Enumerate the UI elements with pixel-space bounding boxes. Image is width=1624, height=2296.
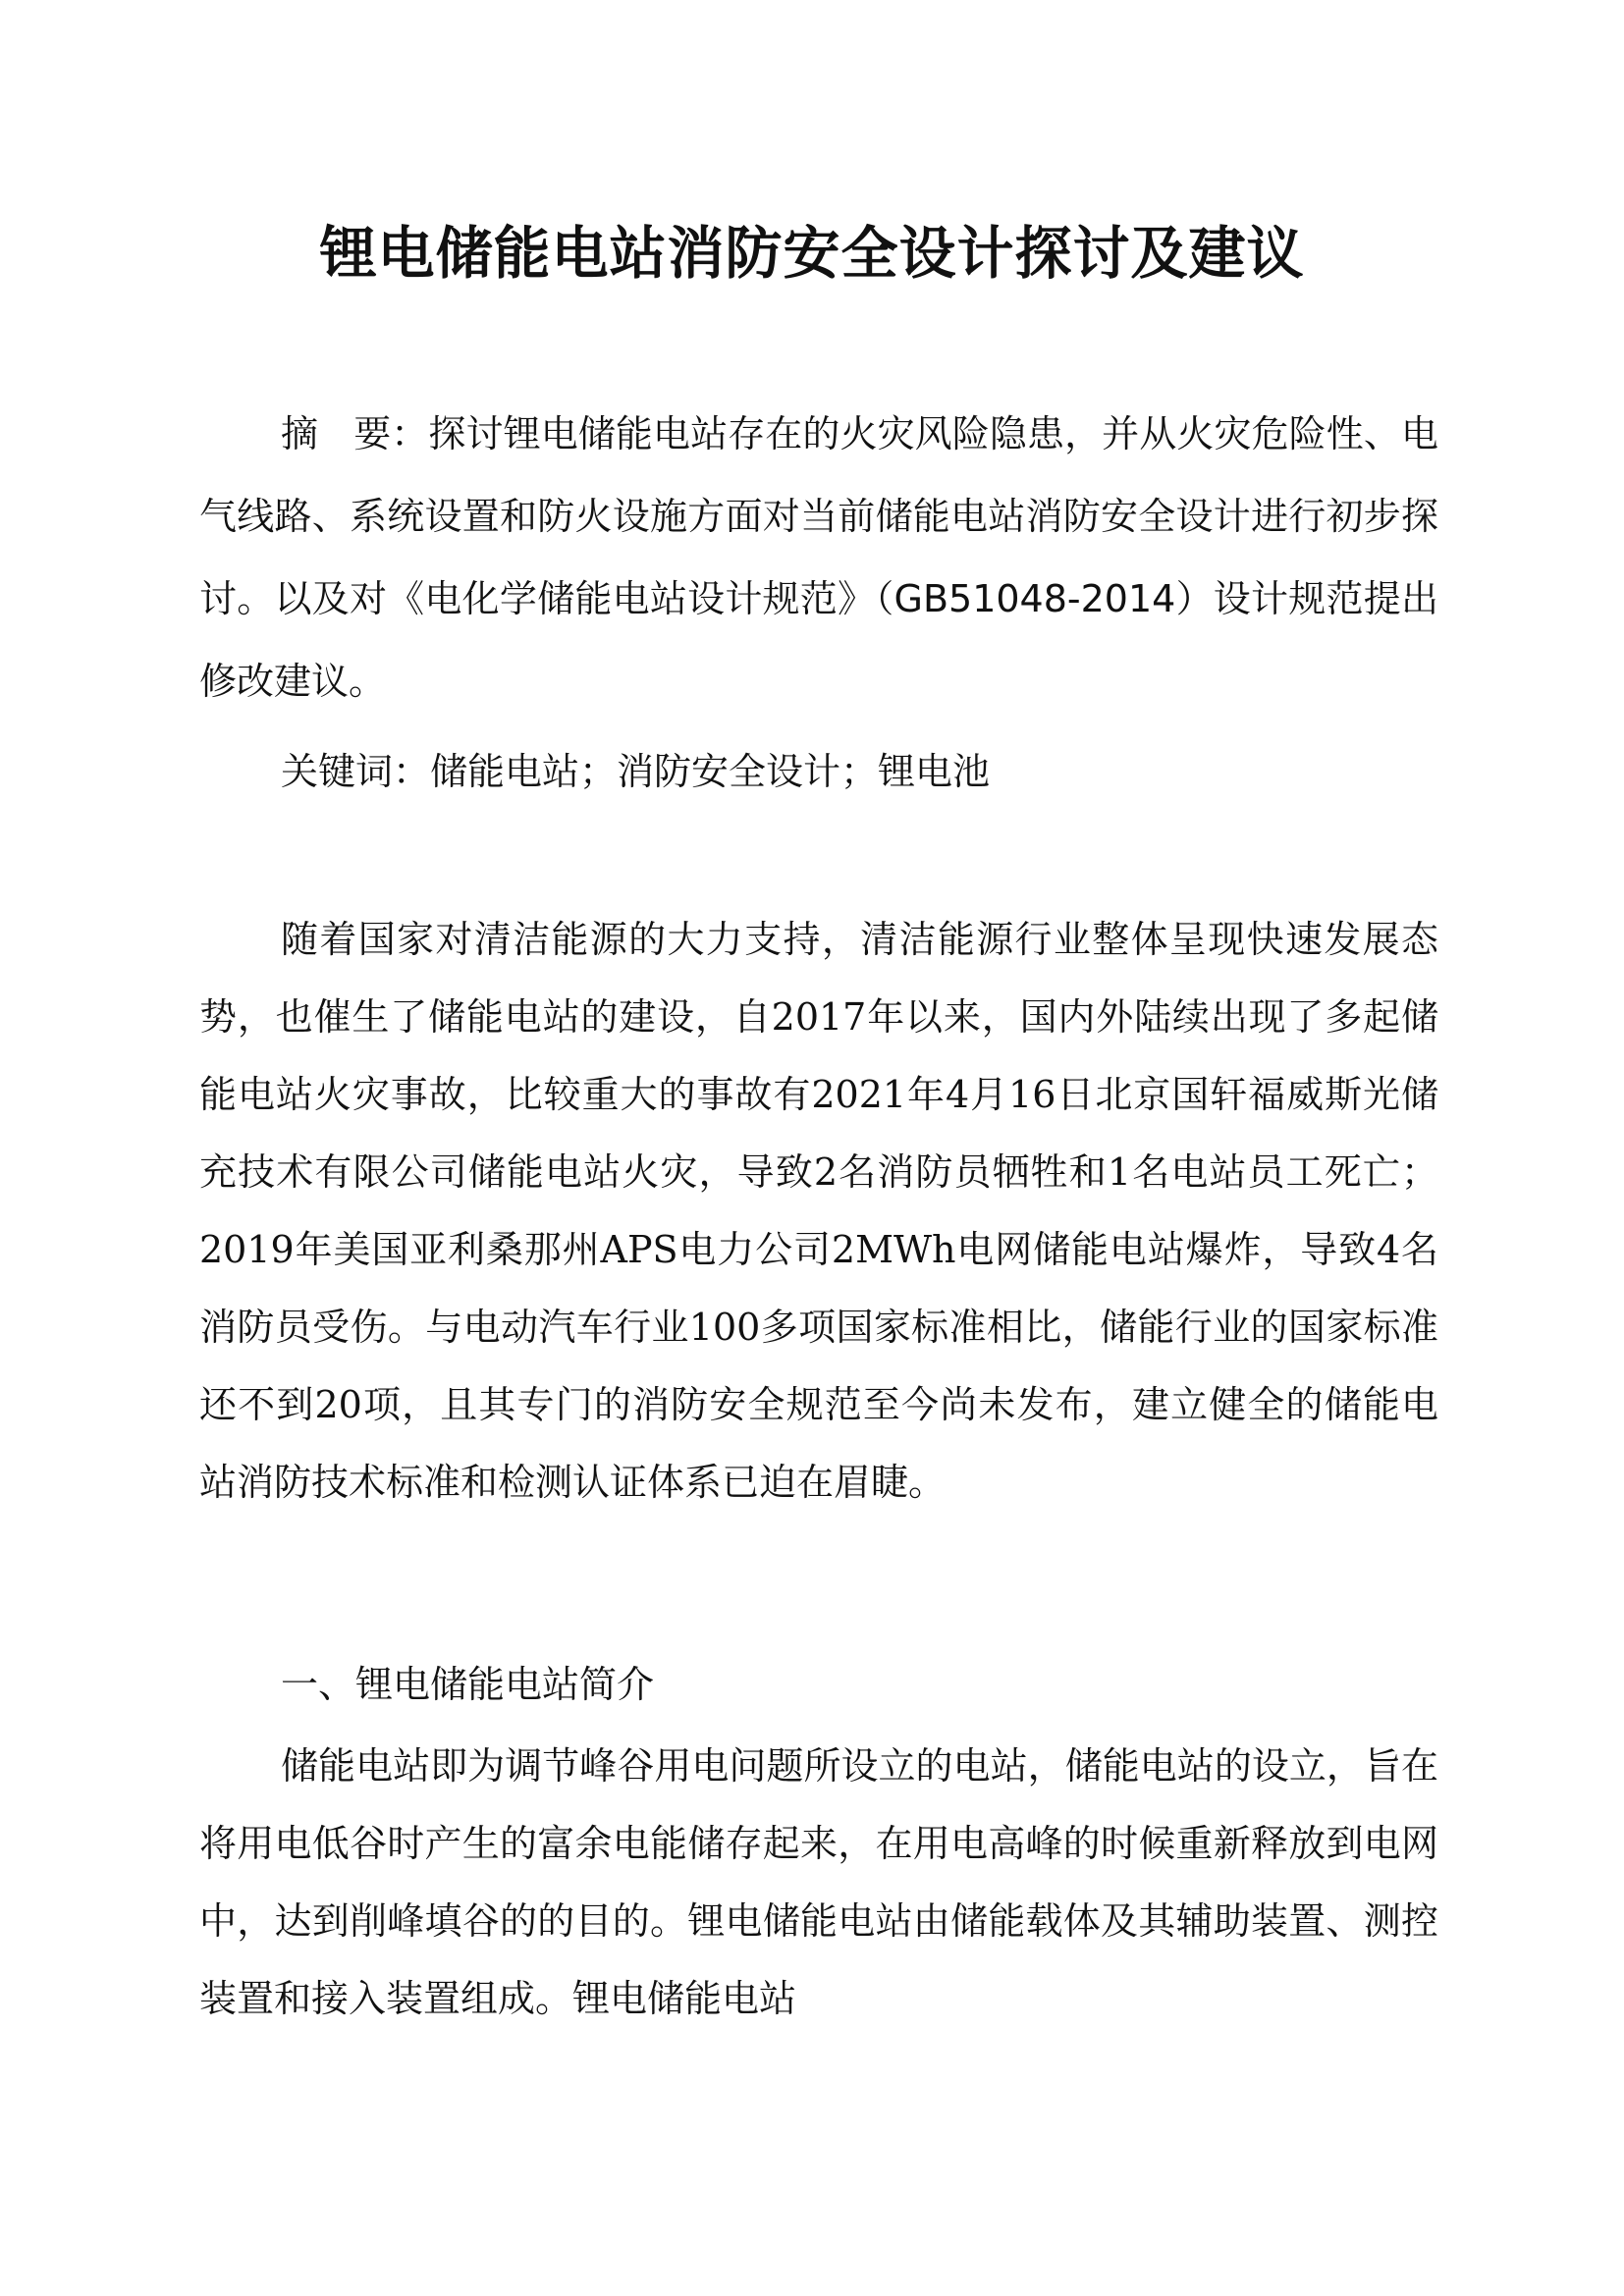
keywords-label: 关键词： xyxy=(281,750,431,793)
abstract-paragraph xyxy=(199,393,1438,722)
abstract-text: 探讨锂电储能电站存在的火灾风险隐患，并从火灾危险性、电气线路、系统设置和防火设施方面对当前储能电站消防安全设计进行初步探讨。以及对《电化学储能电站设计规范》（GB51048-2014）设计规范提出修改建议。 xyxy=(199,412,1438,703)
keywords-text: 储能电站；消防安全设计；锂电池 xyxy=(430,750,991,793)
keywords-paragraph xyxy=(199,730,1438,813)
abstract-label-second: 要： xyxy=(353,412,429,455)
section-heading-1: 一、锂电储能电站简介 xyxy=(281,1663,655,1706)
abstract-label-first: 摘 xyxy=(281,412,319,455)
body-paragraph-section-1: 储能电站即为调节峰谷用电问题所设立的电站，储能电站的设立，旨在将用电低谷时产生的富余电能储存起来，在用电高峰的时候重新释放到电网中，达到削峰填谷的的目的。锂电储能电站由储能载体及其辅助装置、测控装置和接入装置组成。锂电储能电站 xyxy=(199,1744,1438,2020)
body-paragraph-intro: 随着国家对清洁能源的大力支持，清洁能源行业整体呈现快速发展态势，也催生了储能电站的建设，自2017年以来，国内外陆续出现了多起储能电站火灾事故，比较重大的事故有2021年4月16日北京国轩福威斯光储充技术有限公司储能电站火灾，导致2名消防员牺牲和1名电站员工死亡；2019年美国亚利桑那州APS电力公司2MWh电网储能电站爆炸，导致4名消防员受伤。与电动汽车行业100多项国家标准相比，储能行业的国家标准还不到20项，且其专门的消防安全规范至今尚未发布，建立健全的储能电站消防技术标准和检测认证体系已迫在眉睫。 xyxy=(199,918,1438,1504)
document-title: 锂电储能电站消防安全设计探讨及建议 xyxy=(319,220,1305,287)
